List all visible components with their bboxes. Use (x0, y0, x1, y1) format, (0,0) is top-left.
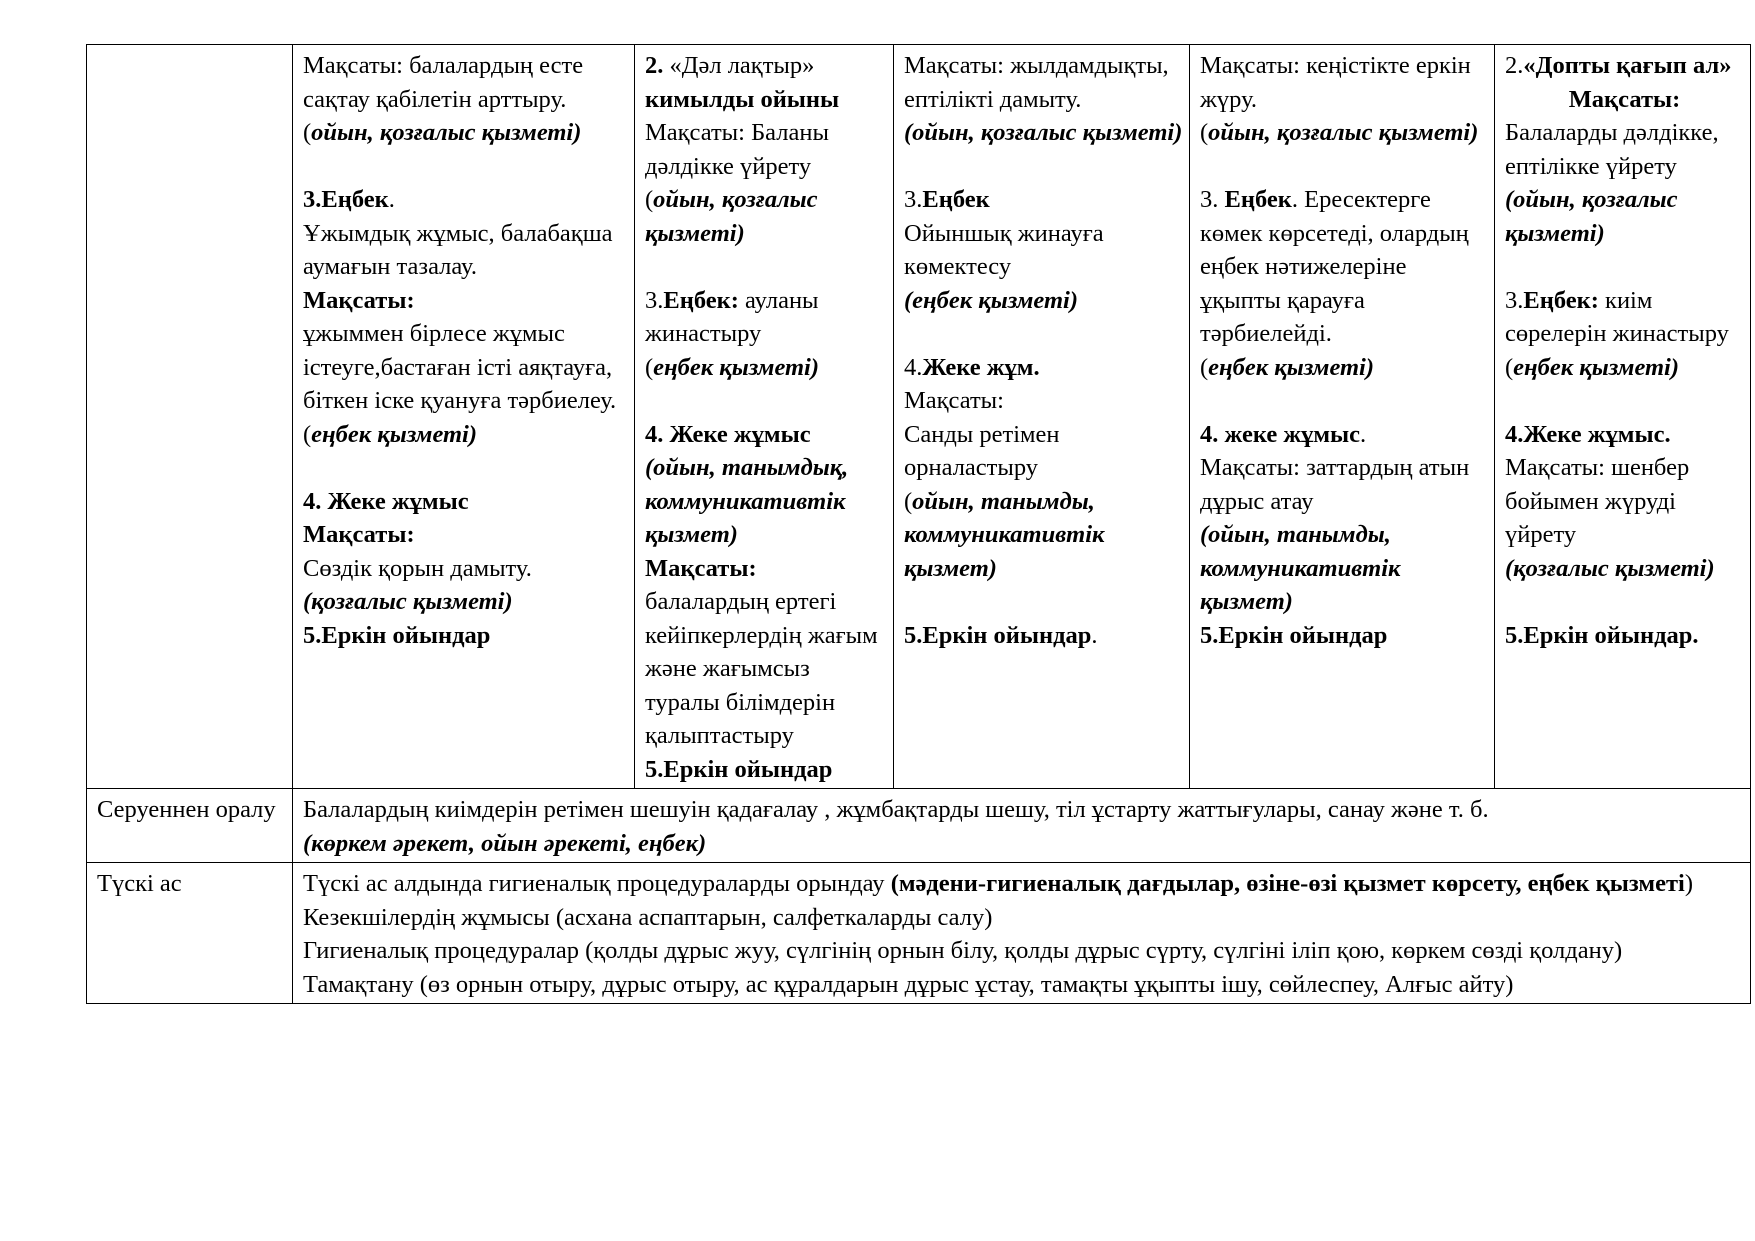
text-run: 3. (1200, 186, 1225, 213)
text-run: (мәдени-гигиеналық дағдылар, өзіне-өзі қызмет көрсету, еңбек қызметі (890, 870, 1685, 897)
text-run: 3. (904, 186, 923, 213)
return-label: Серуеннен оралу (87, 789, 293, 863)
text-run: Мақсаты: (645, 554, 757, 582)
text-run: Мақсаты: кеңістікте еркін жүру. (1200, 52, 1471, 113)
cell-paragraph (303, 183, 628, 217)
text-run: 4. (904, 353, 923, 381)
cell-paragraph (1200, 451, 1488, 518)
text-run: Балалардың киімдерін ретімен шешуін қадағалау , жұмбақтарды шешу, тіл ұстарту жаттығулары, санау және т. б. (303, 796, 1489, 823)
cell-paragraph (645, 552, 887, 586)
lunch-content (293, 863, 1751, 1004)
text-run: ойын, қозғалыс қызметі) (311, 119, 582, 146)
cell-paragraph (904, 585, 1183, 619)
text-run: киім сөрелерін жинастыру (1505, 286, 1729, 347)
lunch-label: Түскі ас (87, 863, 293, 1004)
text-run: (ойын, қозғалыс қызметі) (904, 119, 1183, 146)
cell-paragraph (1505, 284, 1744, 351)
cell-paragraph (904, 183, 1183, 217)
cell-paragraph (645, 451, 887, 552)
text-run: ойын, қозғалыс қызметі) (645, 186, 818, 247)
cell-paragraph (303, 116, 628, 150)
cell-paragraph (1200, 619, 1488, 653)
cell-paragraph (1505, 250, 1744, 284)
cell-paragraph (1200, 418, 1488, 452)
cell-paragraph (1200, 49, 1488, 116)
return-from-walk-row (87, 789, 1751, 863)
text-run: 4. Жеке жұмыс (645, 420, 811, 448)
cell-paragraph (645, 116, 887, 183)
cell-paragraph (1505, 183, 1744, 250)
cell-paragraph (1505, 83, 1744, 117)
cell-paragraph (904, 217, 1183, 284)
text-run: Мақсаты: заттардың атын дұрыс атау (1200, 454, 1470, 515)
cell-paragraph (303, 418, 628, 452)
text-run: (көркем әрекет, ойын әрекеті, еңбек) (303, 829, 707, 857)
text-run: Түскі ас алдында гигиеналық процедураларды орындау (303, 870, 891, 897)
activities-row (87, 45, 1751, 789)
text-run: ұжыммен бірлесе жұмыс істеуге,бастаған істі аяқтауға, біткен іске қуануға тәрбиелеу. (303, 320, 617, 414)
text-run: еңбек қызметі) (1513, 353, 1680, 381)
cell-paragraph (303, 150, 628, 184)
cell-paragraph (303, 867, 1744, 901)
text-run: еңбек қызметі) (311, 420, 478, 448)
text-run: кимылды ойыны (645, 85, 840, 113)
text-run: еңбек қызметі) (653, 353, 820, 381)
cell-paragraph (645, 83, 887, 117)
text-run: . (1091, 621, 1098, 649)
text-run: ( (645, 186, 654, 213)
text-run: ) (1684, 870, 1693, 897)
cell-paragraph (1200, 150, 1488, 184)
text-run: ( (303, 119, 312, 146)
text-run: (ойын, танымды, коммуникативтік қызмет) (1200, 521, 1401, 615)
text-run: ( (1505, 353, 1514, 381)
text-run: Мақсаты: (1568, 85, 1681, 113)
cell-paragraph (303, 518, 628, 552)
day-5-cell (1495, 45, 1751, 789)
text-run: Мақсаты: Баланы дәлдікке үйрету (645, 119, 829, 180)
daily-plan-table (86, 44, 1751, 1004)
cell-paragraph (904, 116, 1183, 150)
cell-paragraph (303, 619, 628, 653)
text-run: 3.Еңбек (303, 186, 389, 213)
empty-label-cell (87, 45, 293, 789)
cell-paragraph (1505, 552, 1744, 586)
cell-paragraph (904, 619, 1183, 653)
cell-paragraph (645, 284, 887, 351)
text-run: (қозғалыс қызметі) (1505, 554, 1715, 582)
cell-paragraph (645, 250, 887, 284)
cell-paragraph (645, 384, 887, 418)
text-run: 5.Еркін ойындар (904, 621, 1092, 649)
text-run: ауланы жинастыру (645, 286, 819, 347)
text-run: «Допты қағып ал» (1523, 52, 1732, 79)
text-run: 4. жеке жұмыс (1200, 420, 1361, 448)
cell-paragraph (1505, 451, 1744, 552)
cell-paragraph (904, 418, 1183, 485)
cell-paragraph (1505, 116, 1744, 183)
text-run: Мақсаты: шенбер бойымен жүруді үйрету (1505, 454, 1690, 548)
text-run: (ойын, танымдық, коммуникативтік қызмет) (645, 454, 849, 548)
cell-paragraph (645, 49, 887, 83)
cell-paragraph (904, 49, 1183, 116)
text-run: ойын, қозғалыс қызметі) (1208, 119, 1479, 146)
text-run: 3. (645, 286, 664, 314)
text-run: . (1360, 420, 1367, 448)
text-run: Мақсаты: (303, 286, 415, 314)
text-run: Санды ретімен орналастыру (904, 420, 1060, 481)
cell-paragraph (303, 901, 1744, 935)
cell-paragraph (303, 317, 628, 418)
text-run: Балаларды дәлдікке, ептілікке үйрету (1505, 119, 1719, 180)
cell-paragraph (904, 284, 1183, 318)
cell-paragraph (1200, 384, 1488, 418)
cell-paragraph (645, 418, 887, 452)
cell-paragraph (303, 934, 1744, 968)
lunch-row (87, 863, 1751, 1004)
text-run: ( (1200, 353, 1209, 381)
text-run: еңбек қызметі) (1208, 353, 1375, 381)
return-content (293, 789, 1751, 863)
day-2-cell (635, 45, 894, 789)
cell-paragraph (904, 384, 1183, 418)
text-run: Тамақтану (өз орнын отыру, дұрыс отыру, ас құралдарын дұрыс ұстау, тамақты ұқыпты ішу, сөйлеспеу, Алғыс айту) (303, 970, 1514, 998)
cell-paragraph (303, 451, 628, 485)
text-run: 5.Еркін ойындар (645, 755, 833, 783)
text-run: ( (904, 487, 913, 515)
text-run: 4. Жеке жұмыс (303, 487, 469, 515)
cell-paragraph (645, 351, 887, 385)
text-run: 5.Еркін ойындар (303, 621, 491, 649)
cell-paragraph (303, 284, 628, 318)
cell-paragraph (1505, 384, 1744, 418)
cell-paragraph (645, 183, 887, 250)
text-run: ( (645, 353, 654, 381)
cell-paragraph (904, 351, 1183, 385)
cell-paragraph (645, 585, 887, 753)
text-run: (ойын, қозғалыс қызметі) (1505, 186, 1678, 247)
text-run: Жеке жұм. (922, 353, 1040, 381)
text-run: Сөздік қорын дамыту. (303, 554, 532, 582)
text-run: (еңбек қызметі) (904, 286, 1079, 314)
text-run: ( (303, 420, 312, 448)
text-run: Гигиеналық процедуралар (қолды дұрыс жуу, сүлгінің орнын білу, қолды дұрыс сүрту, сүлгіні іліп қою, көркем сөзді қолдану) (303, 937, 1623, 964)
text-run: . (388, 186, 395, 213)
cell-paragraph (1505, 418, 1744, 452)
text-run: балалардың ертегі кейіпкерлердің жағым және жағымсыз туралы білімдерін қалыптастыру (645, 588, 878, 749)
cell-paragraph (303, 827, 1744, 861)
text-run: Еңбек: (1523, 286, 1599, 314)
cell-paragraph (1505, 49, 1744, 83)
cell-paragraph (904, 317, 1183, 351)
cell-paragraph (645, 753, 887, 787)
text-run: Ойыншық жинауға көмектесу (904, 219, 1104, 280)
cell-paragraph (303, 585, 628, 619)
cell-paragraph (904, 150, 1183, 184)
cell-paragraph (303, 968, 1744, 1002)
text-run: 5.Еркін ойындар. (1505, 621, 1699, 649)
text-run: Еңбек (1224, 186, 1292, 213)
text-run: 2. (645, 52, 664, 79)
cell-paragraph (303, 49, 628, 116)
text-run: Ұжымдық жұмыс, балабақша аумағын тазалау. (303, 219, 613, 280)
day-1-cell (293, 45, 635, 789)
text-run: «Дәл лақтыр» (663, 52, 815, 79)
cell-paragraph (1200, 351, 1488, 385)
text-run: Еңбек: (663, 286, 739, 314)
cell-paragraph (1200, 116, 1488, 150)
text-run: 2. (1505, 52, 1524, 79)
cell-paragraph (303, 552, 628, 586)
text-run: Мақсаты: балалардың есте сақтау қабілетін арттыру. (303, 52, 584, 113)
text-run: (қозғалыс қызметі) (303, 588, 513, 615)
text-run: 5.Еркін ойындар (1200, 621, 1388, 649)
text-run: Мақсаты: (303, 521, 415, 548)
cell-paragraph (1200, 518, 1488, 619)
cell-paragraph (1505, 585, 1744, 619)
text-run: Мақсаты: (904, 387, 1004, 414)
cell-paragraph (303, 217, 628, 284)
day-3-cell (894, 45, 1190, 789)
cell-paragraph (1200, 183, 1488, 351)
text-run: 3. (1505, 286, 1524, 314)
text-run: Кезекшілердің жұмысы (асхана аспаптарын, салфеткаларды салу) (303, 903, 993, 931)
text-run: ойын, танымды, коммуникативтік қызмет) (904, 487, 1105, 582)
text-run: Еңбек (922, 186, 990, 213)
cell-paragraph (1505, 351, 1744, 385)
cell-paragraph (303, 793, 1744, 827)
cell-paragraph (303, 485, 628, 519)
cell-paragraph (904, 485, 1183, 586)
text-run: ( (1200, 119, 1209, 146)
day-4-cell (1190, 45, 1495, 789)
cell-paragraph (1505, 619, 1744, 653)
text-run: Мақсаты: жылдамдықты, ептілікті дамыту. (904, 52, 1169, 113)
text-run: 4.Жеке жұмыс. (1505, 420, 1671, 448)
text-run: . Ересектерге көмек көрсетеді, олардың еңбек нәтижелеріне ұқыпты қарауға тәрбиелейді. (1200, 186, 1469, 347)
